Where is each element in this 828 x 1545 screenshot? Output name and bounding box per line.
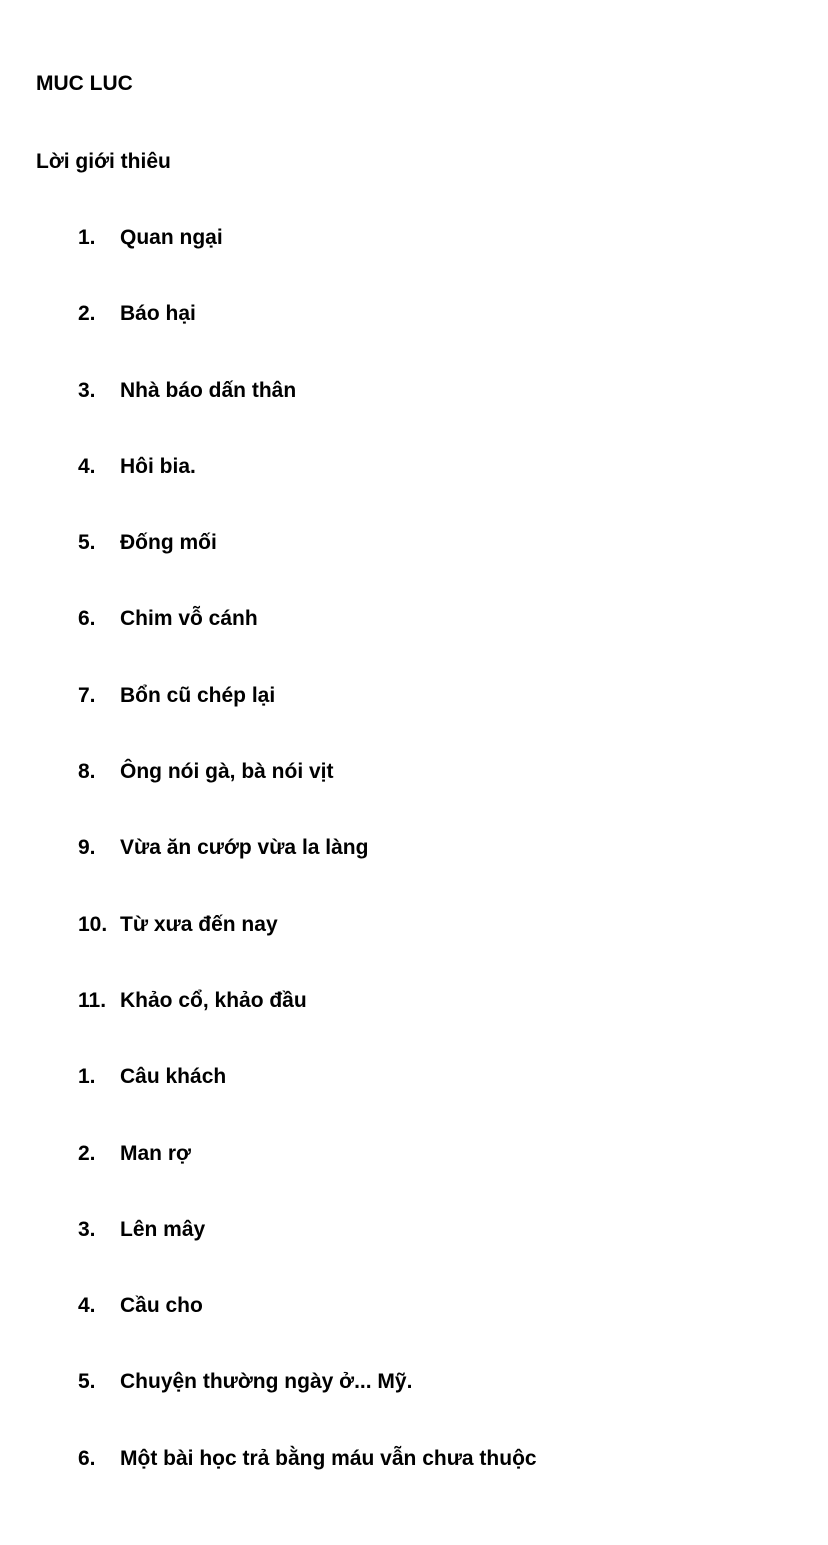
toc-item-number: 1. [78,226,96,249]
toc-item-title: Từ xưa đến nay [120,912,278,936]
toc-item-number: 3. [78,1217,96,1241]
toc-item-number: 5. [78,1370,96,1394]
toc-item-title: Báo hại [120,302,196,326]
toc-item-number: 7. [78,683,96,707]
toc-item-title: Ông nói gà, bà nói vịt [120,760,334,784]
toc-item-number: 10. [78,912,108,936]
toc-item-title: Quan ngại [120,226,223,249]
toc-item-title: Câu khách [120,1065,227,1089]
toc-item-number: 4. [78,1294,96,1318]
toc-item-title: Hôi bia. [120,454,196,478]
toc-item-title: Lên mây [120,1217,206,1241]
toc-item-number: 2. [78,1141,96,1165]
toc-item-number: 1. [78,1065,96,1089]
toc-intro-entry: Lời giới thiêu [36,150,171,173]
toc-item-title: Đống mối [120,531,217,555]
toc-item-number: 2. [78,302,96,326]
toc-item-number: 6. [78,1446,96,1470]
toc-item-number: 9. [78,836,96,860]
toc-item-title: Vừa ăn cướp vừa la làng [120,836,369,860]
toc-item-number: 4. [78,454,96,478]
toc-item-number: 5. [78,531,96,555]
toc-item-title: Bổn cũ chép lại [120,683,276,707]
toc-item-title: Khảo cổ, khảo đầu [120,988,307,1012]
toc-item-number: 8. [78,760,96,784]
toc-item-title: Một bài học trả bằng máu vẫn chưa thuộc [120,1446,537,1470]
toc-item-number: 3. [78,378,96,402]
toc-item-title: Chuyện thường ngày ở... Mỹ. [120,1370,413,1394]
toc-item-title: Nhà báo dấn thân [120,378,297,402]
toc-item-title: Cầu cho [120,1294,203,1318]
toc-item-title: Man rợ [120,1141,191,1165]
toc-item-title: Chim vỗ cánh [120,607,258,631]
toc-heading: MUC LUC [36,72,133,95]
toc-item-number: 6. [78,607,96,631]
toc-item-number: 11. [78,988,107,1012]
